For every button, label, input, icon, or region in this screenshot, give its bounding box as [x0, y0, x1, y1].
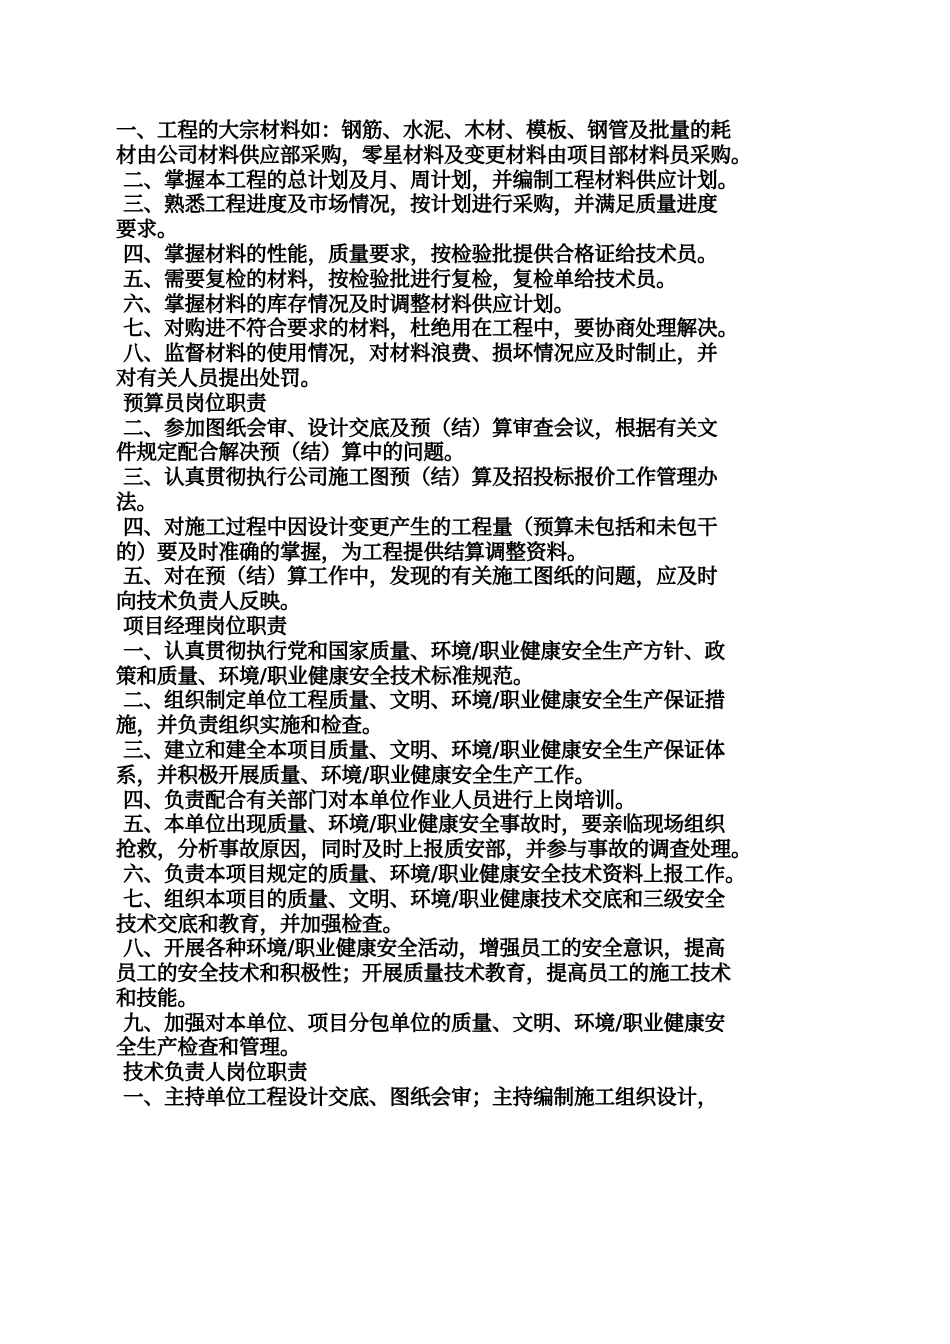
text-line: 系，并积极开展质量、环境/职业健康安全生产工作。	[116, 762, 595, 787]
text-line: 五、需要复检的材料，按检验批进行复检，复检单给技术员。	[116, 266, 677, 291]
text-line: 件规定配合解决预（结）算中的问题。	[116, 440, 465, 465]
text-line: 七、对购进不符合要求的材料，杜绝用在工程中，要协商处理解决。	[116, 316, 739, 341]
text-line: 全生产检查和管理。	[116, 1035, 301, 1060]
section-heading: 项目经理岗位职责	[116, 613, 288, 638]
text-line: 六、负责本项目规定的质量、环境/职业健康安全技术资料上报工作。	[116, 861, 746, 886]
text-line: 策和质量、环境/职业健康安全技术标准规范。	[116, 663, 534, 688]
text-line: 二、掌握本工程的总计划及月、周计划，并编制工程材料供应计划。	[116, 167, 739, 192]
text-line: 五、本单位出现质量、环境/职业健康安全事故时，要亲临现场组织	[116, 812, 726, 837]
text-line: 二、参加图纸会审、设计交底及预（结）算审查会议，根据有关文	[116, 415, 718, 440]
text-line: 一、工程的大宗材料如：钢筋、水泥、木材、模板、钢管及批量的耗	[116, 118, 731, 142]
text-line: 四、掌握材料的性能，质量要求，按检验批提供合格证给技术员。	[116, 241, 718, 266]
text-line: 三、建立和建全本项目质量、文明、环境/职业健康安全生产保证体	[116, 737, 726, 762]
text-line: 的）要及时准确的掌握，为工程提供结算调整资料。	[116, 539, 588, 564]
text-line: 一、认真贯彻执行党和国家质量、环境/职业健康安全生产方针、政	[116, 638, 726, 663]
text-line: 二、组织制定单位工程质量、文明、环境/职业健康安全生产保证措	[116, 688, 726, 713]
text-line: 技术交底和教育，并加强检查。	[116, 911, 403, 936]
text-line: 五、对在预（结）算工作中，发现的有关施工图纸的问题，应及时	[116, 564, 718, 589]
text-line: 和技能。	[116, 985, 198, 1010]
text-line: 法。	[116, 489, 157, 514]
text-line: 九、加强对本单位、项目分包单位的质量、文明、环境/职业健康安	[116, 1010, 726, 1035]
text-line: 七、组织本项目的质量、文明、环境/职业健康技术交底和三级安全	[116, 886, 726, 911]
document-body	[116, 118, 838, 1110]
text-line: 三、熟悉工程进度及市场情况，按计划进行采购，并满足质量进度	[116, 192, 718, 217]
text-line: 三、认真贯彻执行公司施工图预（结）算及招投标报价工作管理办	[116, 465, 718, 490]
text-line: 四、负责配合有关部门对本单位作业人员进行上岗培训。	[116, 787, 636, 812]
text-line: 材由公司材料供应部采购，零星材料及变更材料由项目部材料员采购。	[116, 142, 752, 167]
text-line: 向技术负责人反映。	[116, 589, 301, 614]
text-line: 对有关人员提出处罚。	[116, 365, 321, 390]
text-line: 四、对施工过程中因设计变更产生的工程量（预算未包括和未包干	[116, 514, 718, 539]
text-line: 施，并负责组织实施和检查。	[116, 713, 383, 738]
text-line: 八、开展各种环境/职业健康安全活动，增强员工的安全意识，提高	[116, 936, 726, 961]
text-line: 要求。	[116, 217, 178, 242]
text-line: 六、掌握材料的库存情况及时调整材料供应计划。	[116, 291, 575, 316]
section-heading: 技术负责人岗位职责	[116, 1060, 308, 1085]
text-line: 八、监督材料的使用情况，对材料浪费、损坏情况应及时制止，并	[116, 341, 718, 366]
section-heading: 预算员岗位职责	[116, 390, 267, 415]
text-line: 一、主持单位工程设计交底、图纸会审；主持编制施工组织设计，	[116, 1085, 718, 1110]
text-line: 抢救，分析事故原因，同时及时上报质安部，并参与事故的调查处理。	[116, 837, 752, 862]
text-line: 员工的安全技术和积极性；开展质量技术教育，提高员工的施工技术	[116, 961, 731, 986]
